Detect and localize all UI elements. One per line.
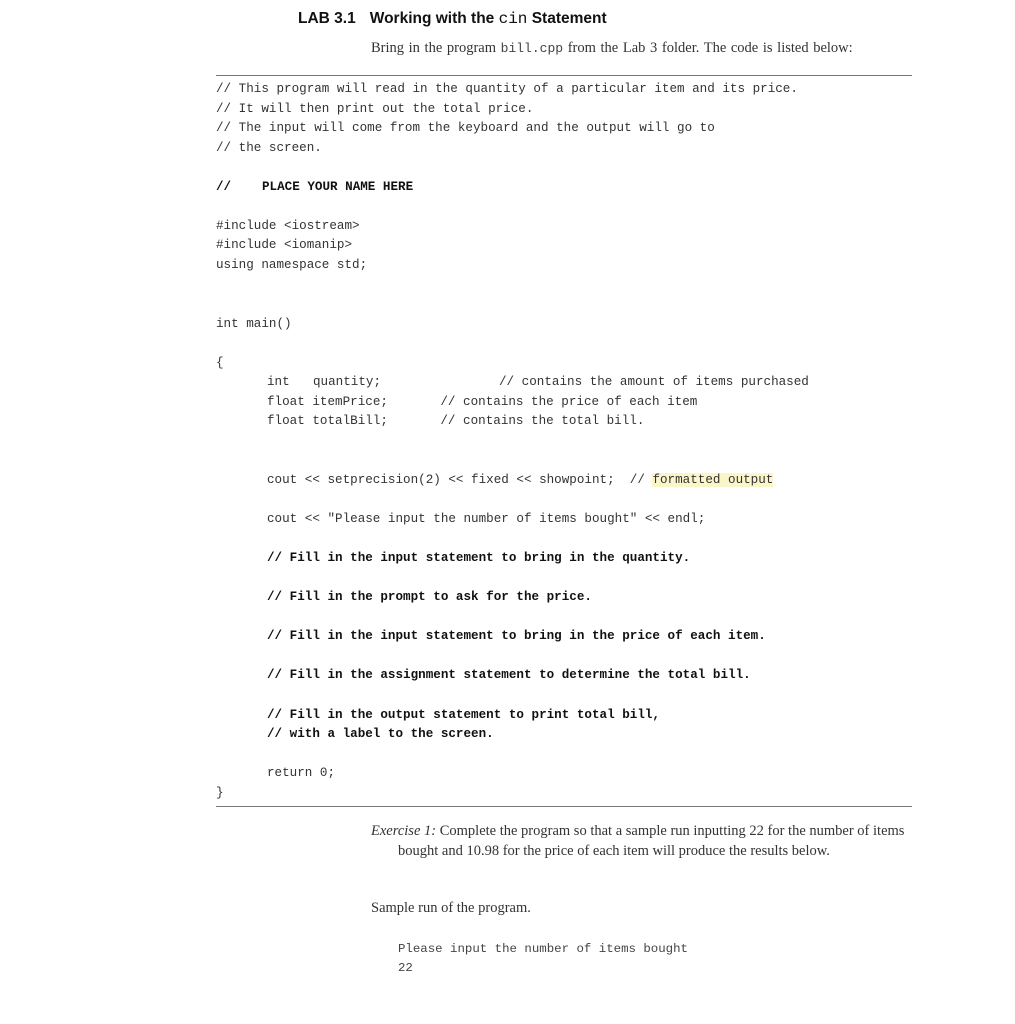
- code-format-line: [216, 471, 896, 491]
- name-slashes: //: [216, 179, 232, 194]
- exercise-paragraph: [371, 821, 906, 861]
- intro-paragraph: [371, 40, 853, 57]
- decl-type: int: [267, 375, 290, 390]
- decl-comment: // contains the total bill.: [440, 414, 645, 429]
- code-fill-in: // Fill in the input statement to bring in the price of each item.: [267, 629, 766, 644]
- code-fill-in: // with a label to the screen.: [267, 727, 494, 742]
- code-comment-line: // the screen.: [216, 140, 322, 155]
- decl-type: float: [267, 394, 305, 409]
- intro-filename: bill.cpp: [500, 41, 564, 56]
- decl-name: itemPrice;: [312, 394, 388, 409]
- code-declaration: [216, 373, 896, 393]
- code-fill-in: // Fill in the output statement to print total bill,: [267, 707, 660, 722]
- sample-output-line: Please input the number of items bought: [398, 942, 688, 956]
- code-fill-in: // Fill in the input statement to bring in the quantity.: [267, 551, 691, 566]
- code-include-line: #include <iostream>: [216, 218, 360, 233]
- code-prompt-line: cout << "Please input the number of items bought" << endl;: [267, 512, 706, 527]
- lab-title-code: cin: [498, 10, 528, 28]
- code-using-line: using namespace std;: [216, 257, 368, 272]
- code-top-rule: [216, 75, 912, 76]
- code-open-brace: {: [216, 355, 224, 370]
- code-comment-line: // This program will read in the quantity of a particular item and its price.: [216, 82, 798, 96]
- name-placeholder: PLACE YOUR NAME HERE: [262, 179, 414, 194]
- code-main-signature: int main(): [216, 316, 292, 331]
- code-declaration: [216, 412, 896, 432]
- exercise-text: Complete the program so that a sample run inputting 22 for the number of items bought and 10.98 for the price of each item will produce the results below.: [398, 823, 905, 859]
- lab-title-suffix: Statement: [527, 10, 607, 27]
- code-fill-in: // Fill in the assignment statement to determine the total bill.: [267, 668, 751, 683]
- decl-name: totalBill;: [312, 414, 388, 429]
- code-comment-line: // The input will come from the keyboard and the output will go to: [216, 121, 715, 136]
- code-return-line: return 0;: [267, 766, 336, 781]
- code-comment-line: // It will then print out the total price.: [216, 101, 534, 116]
- code-include-line: #include <iomanip>: [216, 238, 353, 253]
- lab-title-prefix: Working with the: [369, 10, 499, 27]
- intro-after: from the Lab 3 folder. The code is listed below:: [563, 40, 853, 56]
- code-fill-in: // Fill in the prompt to ask for the price.: [267, 590, 592, 605]
- code-listing: [216, 80, 896, 803]
- sample-output-line: 22: [398, 961, 413, 975]
- lab-number: LAB 3.1: [298, 10, 356, 27]
- sample-output: [398, 940, 688, 978]
- decl-type: float: [267, 414, 305, 429]
- lab-heading: [298, 10, 607, 28]
- decl-comment: // contains the amount of items purchased: [499, 375, 809, 390]
- format-statement: cout << setprecision(2) << fixed << showpoint; //: [267, 472, 653, 487]
- code-name-line: [216, 178, 896, 198]
- intro-before: Bring in the program: [371, 40, 501, 56]
- code-bottom-rule: [216, 806, 912, 807]
- code-declaration: [216, 393, 896, 413]
- sample-run-label: Sample run of the program.: [371, 900, 531, 916]
- decl-comment: // contains the price of each item: [440, 394, 698, 409]
- format-comment-highlight: formatted output: [652, 472, 774, 487]
- code-close-brace: }: [216, 785, 224, 800]
- decl-name: quantity;: [313, 375, 382, 390]
- exercise-label: Exercise 1:: [371, 823, 437, 839]
